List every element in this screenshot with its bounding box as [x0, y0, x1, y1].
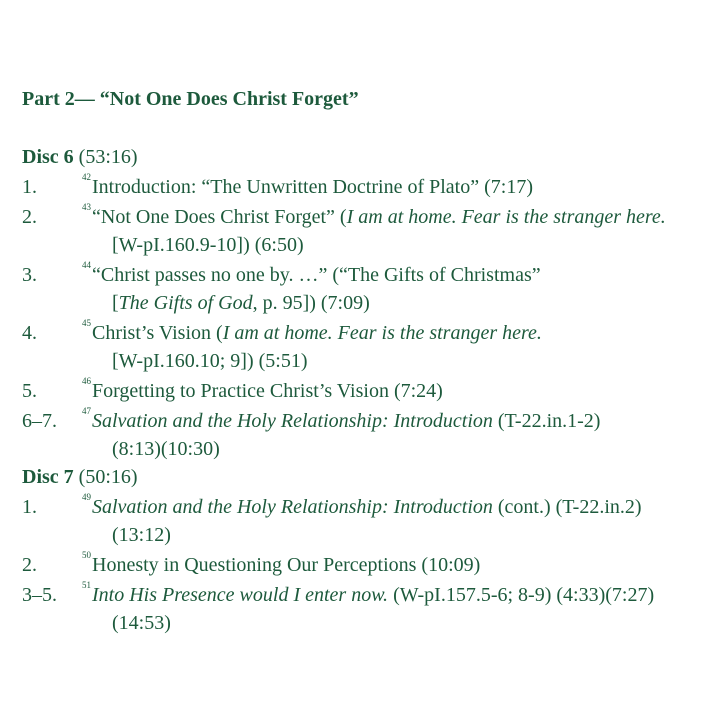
footnote-marker: 51 [82, 580, 91, 590]
item-text-continued: [The Gifts of God, p. 95]) (7:09) [112, 292, 370, 314]
item-text: Salvation and the Holy Relationship: Introduction (T-22.in.1-2) [92, 410, 601, 432]
part-title: Part 2— “Not One Does Christ Forget” [22, 88, 359, 110]
footnote-marker: 47 [82, 406, 91, 416]
footnote-marker: 44 [82, 260, 91, 270]
item-text: Christ’s Vision (I am at home. Fear is the stranger here. [92, 322, 542, 344]
item-text-continued: [W-pI.160.10; 9]) (5:51) [112, 350, 308, 372]
disc-label: Disc 7 [22, 466, 74, 488]
disc-duration: (53:16) [78, 146, 138, 168]
disc-duration: (50:16) [78, 466, 138, 488]
item-number: 6–7. [22, 410, 57, 432]
item-number: 5. [22, 380, 37, 402]
disc-heading [22, 466, 138, 489]
footnote-marker: 50 [82, 550, 91, 560]
footnote-marker: 46 [82, 376, 91, 386]
item-number: 2. [22, 554, 37, 576]
footnote-marker: 42 [82, 172, 91, 182]
footnote-marker: 45 [82, 318, 91, 328]
item-text: Salvation and the Holy Relationship: Introduction (cont.) (T-22.in.2) [92, 496, 642, 518]
disc-label: Disc 6 [22, 146, 74, 168]
footnote-marker: 49 [82, 492, 91, 502]
item-number: 2. [22, 206, 37, 228]
item-text: “Not One Does Christ Forget” (I am at home. Fear is the stranger here. [92, 206, 666, 228]
item-text-continued: (13:12) [112, 524, 171, 546]
item-number: 4. [22, 322, 37, 344]
disc-heading [22, 146, 138, 169]
item-text: “Christ passes no one by. …” (“The Gifts of Christmas” [92, 264, 541, 286]
item-text: Introduction: “The Unwritten Doctrine of Plato” (7:17) [92, 176, 533, 198]
item-text: Forgetting to Practice Christ’s Vision (7:24) [92, 380, 443, 402]
footnote-marker: 43 [82, 202, 91, 212]
item-number: 1. [22, 496, 37, 518]
item-text: Into His Presence would I enter now. (W-pI.157.5-6; 8-9) (4:33)(7:27) [92, 584, 655, 606]
item-text-continued: [W-pI.160.9-10]) (6:50) [112, 234, 304, 256]
item-text-continued: (8:13)(10:30) [112, 438, 220, 460]
item-number: 3. [22, 264, 37, 286]
item-text: Honesty in Questioning Our Perceptions (10:09) [92, 554, 481, 576]
item-number: 3–5. [22, 584, 57, 606]
item-number: 1. [22, 176, 37, 198]
item-text-continued: (14:53) [112, 612, 171, 634]
